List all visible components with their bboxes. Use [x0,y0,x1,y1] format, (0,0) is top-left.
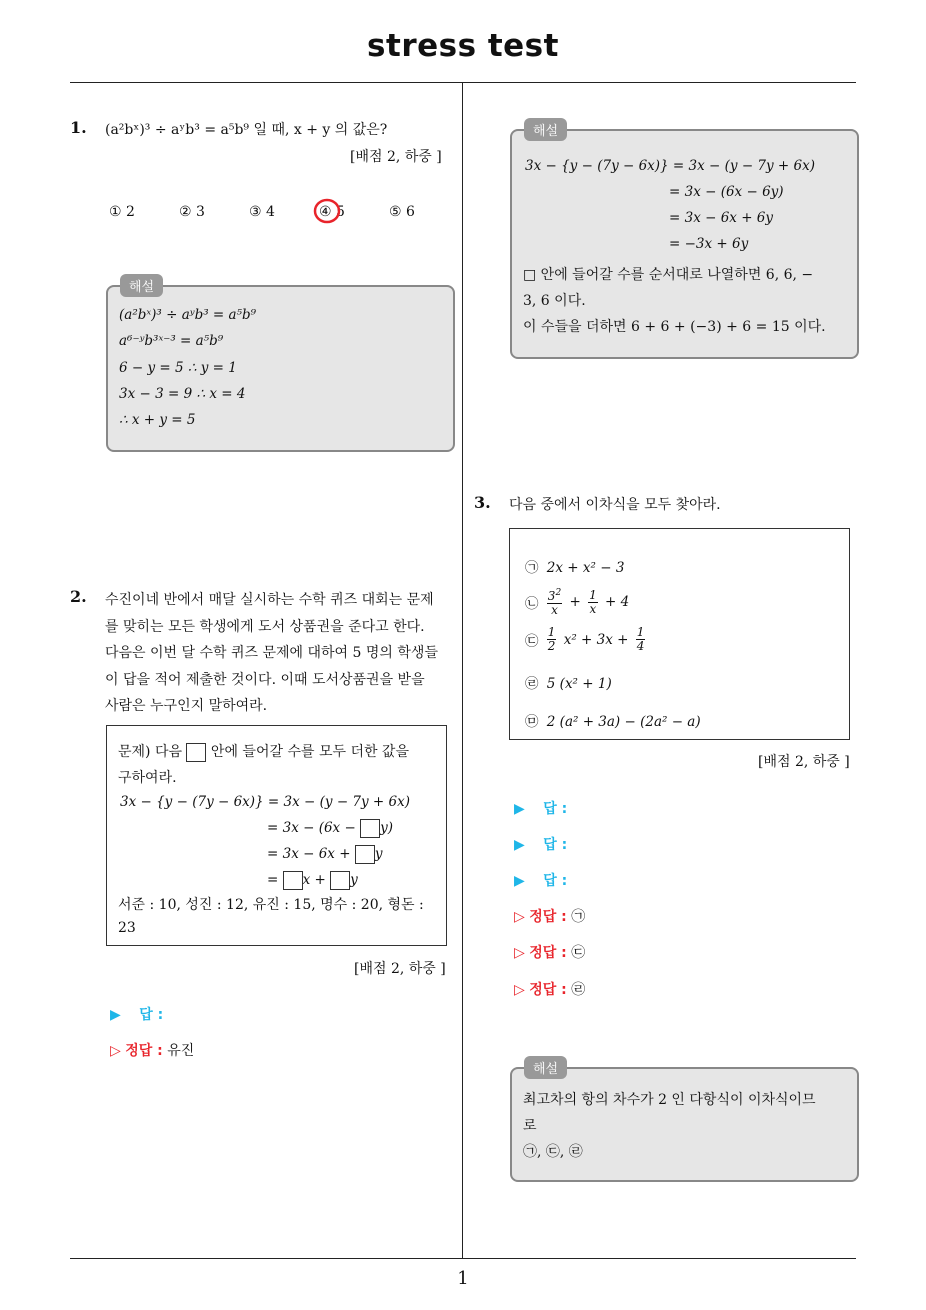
q1-solution-line-4: 3x − 3 = 9 ∴ x = 4 [119,386,246,402]
q3-item-b-frac-2 [588,589,598,616]
q3-correct-label-1: 정답 : [529,909,567,925]
q3-item-c-den2: 4 [636,639,645,653]
q3-item-d [525,672,612,692]
play-arrow-icon: ▶ [110,1007,121,1023]
q3-item-c-mid: x² + 3x + [563,631,629,648]
play-arrow-icon: ▶ [514,837,525,853]
q3-item-a-label: ㉠ [525,560,539,576]
q3-item-a [525,556,624,576]
header-rule [70,82,856,83]
q3-answer-label-2: 답 : [543,837,568,853]
blank-box [330,871,350,890]
q2-solution-box [510,124,859,359]
q2-text-line-5: 사람은 누구인지 말하여라. [105,698,268,714]
q1-solution-line-1: (a²bˣ)³ ÷ aʸb³ = a⁵b⁹ [119,307,257,323]
q3-meta: [배점 2, 하중 ] [758,754,850,770]
q3-item-c-num: 1 [547,625,556,639]
q3-correct-label-2: 정답 : [529,945,567,961]
q2-meta: [배점 2, 하중 ] [354,961,446,977]
q3-solution-line-2: 로 [523,1118,537,1134]
triangle-outline-icon: ▷ [514,909,525,925]
q3-solution-box [510,1062,859,1182]
q2-solution-eq-1: 3x − {y − (7y − 6x)} = 3x − (y − 7y + 6x) [525,158,815,174]
q2-problem-box [106,725,447,946]
q2-solution-eq-4: = −3x + 6y [669,236,749,252]
q1-choice-4[interactable]: ④ 5 [319,204,345,220]
q1-text: (a²bˣ)³ ÷ aʸb³ = a⁵b⁹ 일 때, x + y 의 값은? [105,122,388,138]
q2-text-line-1: 수진이네 반에서 매달 실시하는 수학 퀴즈 대회는 문제 [105,592,434,608]
q2-correct-label: 정답 : [125,1043,163,1059]
q3-correct-label-3: 정답 : [529,982,567,998]
q3-item-b-den1: x [551,603,558,617]
q3-item-b-sup: 2 [555,588,562,598]
q1-meta: [배점 2, 하중 ] [350,149,442,165]
q3-correct-value-3: ㉣ [571,982,586,998]
q3-item-b-num2: 1 [589,587,597,602]
answer-mark-circle-icon [312,196,344,226]
page-title: stress test [367,28,559,64]
q3-item-e-expr: 2 (a² + 3a) − (2a² − a) [546,714,701,730]
q1-choice-3[interactable]: ③ 4 [249,204,275,220]
q2-answer-label: 답 : [139,1007,164,1023]
q2-text-line-3: 다음은 이번 달 수학 퀴즈 문제에 대하여 5 명의 학생들 [105,645,438,661]
q1-solution-box [106,280,455,452]
q2-eq-line-4c: y [350,872,358,888]
q2-solution-text-2: 3, 6 이다. [523,293,586,309]
q2-solution-text-3: 이 수들을 더하면 6 + 6 + (−3) + 6 = 15 이다. [523,319,826,335]
q2-solution-text-1: □ 안에 들어갈 수를 순서대로 나열하면 6, 6, − [523,267,814,283]
q3-item-b-end: + 4 [605,594,630,610]
q1-solution-line-5: ∴ x + y = 5 [119,412,196,428]
q1-solution-tag: 해설 [120,274,163,297]
blank-box [360,819,380,838]
q2-eq-line-4b: x + [302,872,326,888]
q3-answer-label-3: 답 : [543,873,568,889]
q3-correct-row-3 [514,979,585,999]
q3-item-d-label: ㉣ [525,676,539,692]
footer-rule [70,1258,856,1259]
q2-eq-line-4 [267,871,358,890]
q1-solution-line-2: a⁶⁻ʸb³ˣ⁻³ = a⁵b⁹ [119,333,224,349]
q2-correct-value: 유진 [167,1043,195,1059]
q3-item-e [525,710,701,730]
q2-solution-eq-3: = 3x − 6x + 6y [669,210,774,226]
q3-answer-row-2[interactable] [514,834,567,854]
q2-box-intro [118,741,409,762]
q2-eq-line-3 [267,845,382,864]
q2-eq-line-4a: = [267,872,279,888]
q3-item-a-expr: 2x + x² − 3 [546,560,625,576]
q2-text-line-4: 이 답을 적어 제출한 것이다. 이때 도서상품권을 받을 [105,671,425,688]
q3-item-b-frac-1 [547,587,562,617]
q3-item-b-label: ㉡ [525,596,539,612]
blank-box [283,871,303,890]
q3-correct-row-2 [514,942,585,962]
q3-item-b-num1: 3 [547,589,556,603]
q3-answer-label-1: 답 : [543,801,568,817]
q3-item-b-mid: + [569,594,581,610]
q2-solution-tag: 해설 [524,118,567,141]
q2-box-intro-c: 구하여라. [118,770,177,786]
column-divider [462,83,463,1259]
q2-text [105,587,438,720]
q2-eq-line-2 [267,819,393,838]
q1-choice-5[interactable]: ⑤ 6 [389,204,415,220]
q1-number: 1. [70,118,87,137]
q3-text: 다음 중에서 이차식을 모두 찾아라. [509,497,721,513]
q2-eq-line-3b: y [374,846,383,862]
q1-choice-2[interactable]: ② 3 [179,204,205,220]
play-arrow-icon: ▶ [514,801,525,817]
q3-item-b [525,587,629,617]
q1-solution-line-3: 6 − y = 5 ∴ y = 1 [119,360,237,376]
page-number: 1 [457,1268,469,1289]
q3-correct-value-1: ㉠ [571,909,586,925]
q2-eq-line-2b: y) [380,820,393,836]
q3-options-box [509,528,850,740]
q1-choice-1[interactable]: ① 2 [109,204,135,220]
q2-eq-line-2a: = 3x − (6x − [267,820,356,836]
q2-text-line-2: 를 맞히는 모든 학생에게 도서 상품권을 준다고 한다. [105,618,425,635]
q3-answer-row-3[interactable] [514,870,567,890]
q2-number: 2. [70,587,87,606]
q3-solution-tag: 해설 [524,1056,567,1079]
q3-item-b-den2: x [589,601,597,616]
blank-box [355,845,375,864]
q2-correct-row [110,1040,194,1060]
q3-number: 3. [474,493,491,512]
triangle-outline-icon: ▷ [514,982,525,998]
q3-item-c [525,626,645,653]
q2-solution-eq-2: = 3x − (6x − 6y) [669,184,784,200]
q3-item-e-label: ㉤ [525,714,539,730]
q3-correct-row-1 [514,906,585,926]
q3-item-d-expr: 5 (x² + 1) [546,676,612,692]
q2-answer-row[interactable] [110,1004,163,1024]
q3-item-c-label: ㉢ [525,633,539,650]
q3-item-c-frac-2 [636,626,646,653]
q2-box-intro-a: 문제) 다음 [118,744,183,760]
play-arrow-icon: ▶ [514,873,525,889]
q3-solution-line-1: 최고차의 항의 차수가 2 인 다항식이 이차식이므 [523,1092,816,1108]
q3-correct-value-2: ㉢ [571,945,586,961]
q2-box-intro-b: 안에 들어갈 수를 모두 더한 값을 [210,744,409,760]
q3-item-c-frac-1 [547,626,557,653]
q2-answers-line-1: 서준 : 10, 성진 : 12, 유진 : 15, 명수 : 20, 형돈 : [118,897,424,913]
blank-box [186,743,206,762]
triangle-outline-icon: ▷ [514,945,525,961]
q3-item-c-den: 2 [547,639,556,653]
q2-eq-line-1: 3x − {y − (7y − 6x)} = 3x − (y − 7y + 6x) [120,794,410,810]
q3-solution-line-3: ㉠, ㉢, ㉣ [523,1144,583,1160]
q3-item-c-num2: 1 [636,625,645,639]
q3-answer-row-1[interactable] [514,798,567,818]
q2-answers-line-2: 23 [118,920,136,936]
triangle-outline-icon: ▷ [110,1043,121,1059]
q2-eq-line-3a: = 3x − 6x + [267,846,351,862]
